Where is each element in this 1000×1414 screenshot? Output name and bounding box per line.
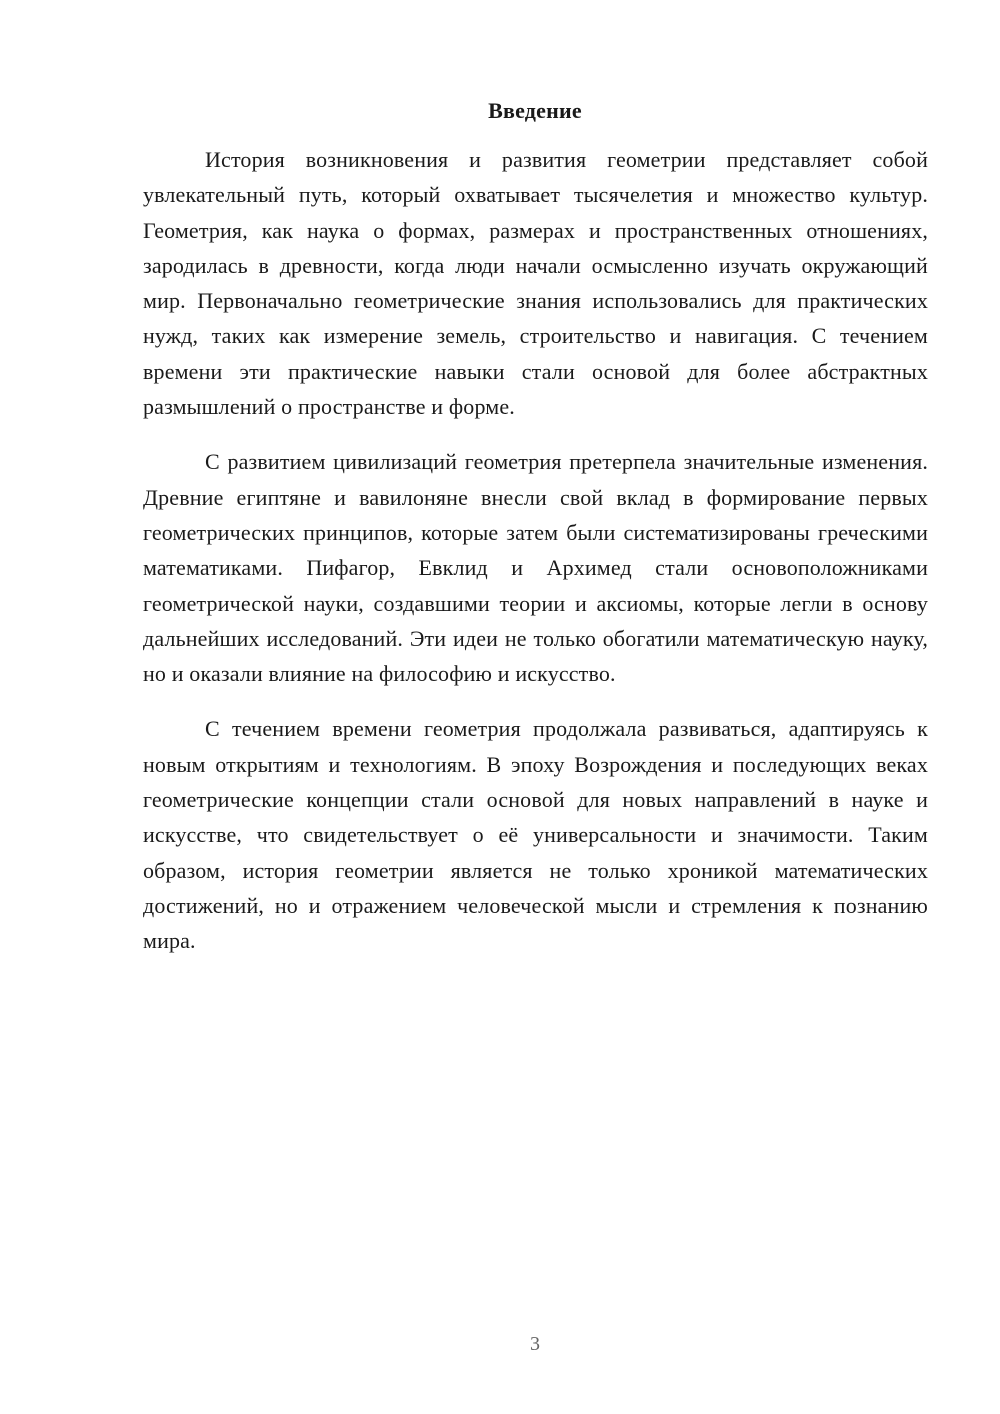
section-heading: Введение [488, 98, 582, 123]
body-text [143, 142, 928, 979]
paragraph: С развитием цивилизаций геометрия претерпела значительные изменения. Древние египтяне и вавилоняне внесли свой вклад в формирование первых геометрических принципов, которые затем были систематизированы греческими математиками. Пифагор, Евклид и Архимед стали основоположниками геометрической науки, создавшими теории и аксиомы, которые легли в основу дальнейших исследований. Эти идеи не только обогатили математическую науку, но и оказали влияние на философию и искусство. [143, 449, 928, 687]
paragraph: История возникновения и развития геометрии представляет собой увлекательный путь, который охватывает тысячелетия и множество культур. Геометрия, как наука о формах, размерах и пространственных отношениях, зародилась в древности, когда люди начали осмысленно изучать окружающий мир. Первоначально геометрические знания использовались для практических нужд, таких как измерение земель, строительство и навигация. С течением времени эти практические навыки стали основой для более абстрактных размышлений о пространстве и форме. [143, 147, 928, 420]
page-number: 3 [530, 1333, 540, 1355]
paragraph: С течением времени геометрия продолжала развиваться, адаптируясь к новым открытиям и технологиям. В эпоху Возрождения и последующих веках геометрические концепции стали основой для новых направлений в науке и искусстве, что свидетельствует о её универсальности и значимости. Таким образом, история геометрии является не только хроникой математических достижений, но и отражением человеческой мысли и стремления к познанию мира. [143, 716, 928, 954]
